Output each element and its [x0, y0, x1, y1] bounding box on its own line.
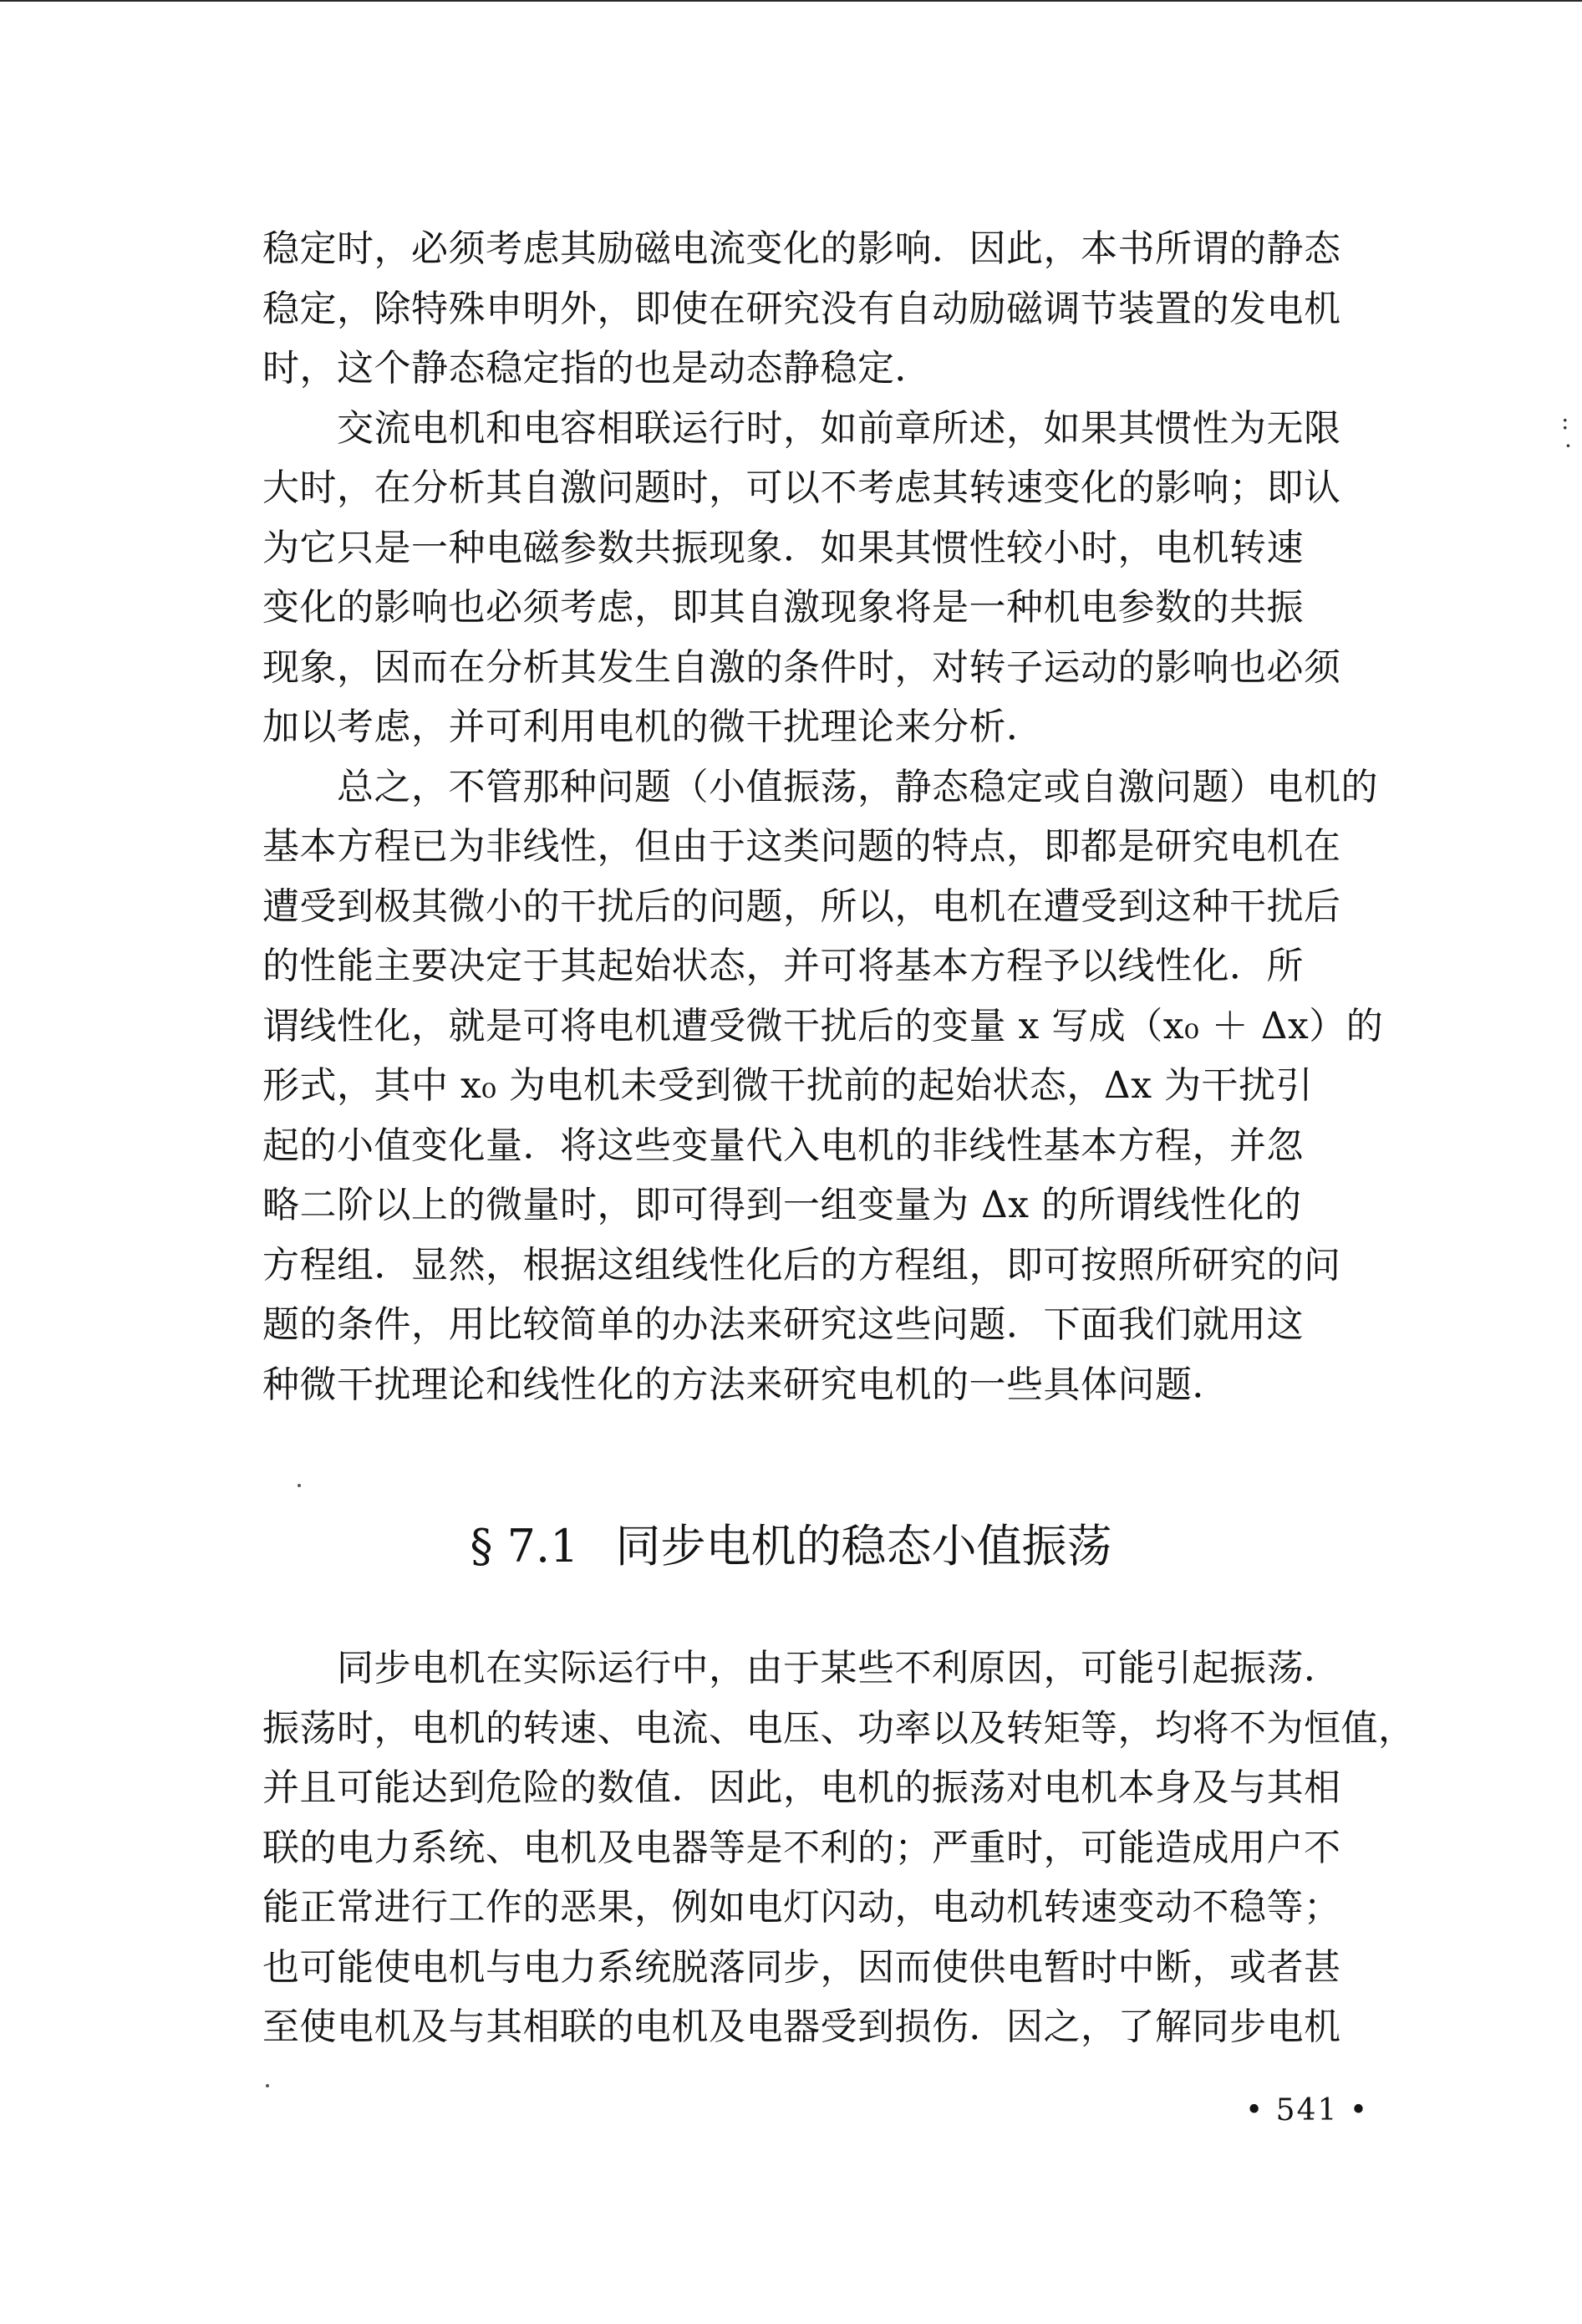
text-line: 并且可能达到危险的数值．因此，电机的振荡对电机本身及与其相	[262, 1766, 1341, 1809]
text-line: 起的小值变化量．将这些变量代入电机的非线性基本方程，并忽	[262, 1124, 1304, 1167]
text-line: 变化的影响也必须考虑，即其自激现象将是一种机电参数的共振	[262, 586, 1304, 629]
section-body	[262, 1639, 1416, 2057]
scan-speck	[298, 1484, 301, 1487]
text-line: 遭受到极其微小的干扰后的问题，所以，电机在遭受到这种干扰后	[262, 884, 1341, 928]
body-text	[262, 219, 1401, 1414]
scan-artifact-mark: ·	[1564, 432, 1572, 460]
text-line: 种微干扰理论和线性化的方法来研究电机的一些具体问题．	[262, 1363, 1229, 1406]
text-line: 振荡时，电机的转速、电流、电压、功率以及转矩等，均将不为恒值，	[262, 1706, 1416, 1750]
text-line: 稳定时，必须考虑其励磁电流变化的影响．因此，本书所谓的静态	[262, 227, 1341, 270]
text-line: 方程组．显然，根据这组线性化后的方程组，即可按照所研究的问	[262, 1243, 1341, 1287]
paragraph-ac-capacitor	[262, 399, 1401, 757]
text-line: 交流电机和电容相联运行时，如前章所述，如果其惯性为无限	[262, 406, 1341, 450]
text-line: 现象，因而在分析其发生自激的条件时，对转子运动的影响也必须	[262, 645, 1341, 689]
section-number: § 7.1	[470, 1520, 579, 1572]
text-line: 形式，其中 x₀ 为电机未受到微干扰前的起始状态，Δx 为干扰引	[262, 1064, 1313, 1107]
paragraph-linearization	[262, 757, 1401, 1415]
top-border-rule	[0, 0, 1582, 2]
text-line: 为它只是一种电磁参数共振现象．如果其惯性较小时，电机转速	[262, 526, 1304, 569]
text-line: 加以考虑，并可利用电机的微干扰理论来分析．	[262, 706, 1044, 748]
page-number: • 541 •	[1245, 2093, 1370, 2128]
text-line: 能正常进行工作的恶果，例如电灯闪动，电动机转速变动不稳等；	[262, 1886, 1341, 1929]
text-line: 至使电机及与其相联的电机及电器受到损伤．因之，了解同步电机	[262, 2005, 1341, 2048]
text-line: 大时，在分析其自激问题时，可以不考虑其转速变化的影响；即认	[262, 466, 1341, 509]
text-line: 稳定，除特殊申明外，即使在研究没有自动励磁调节装置的发电机	[262, 287, 1341, 330]
text-line: 联的电力系统、电机及电器等是不利的；严重时，可能造成用户不	[262, 1826, 1341, 1869]
section-title: 同步电机的稳态小值振荡	[615, 1520, 1112, 1572]
text-line: 同步电机在实际运行中，由于某些不利原因，可能引起振荡．	[262, 1647, 1341, 1689]
scan-speck	[266, 2084, 269, 2087]
section-heading	[0, 1513, 1582, 1580]
text-line: 略二阶以上的微量时，即可得到一组变量为 Δx 的所谓线性化的	[262, 1184, 1302, 1226]
text-line: 也可能使电机与电力系统脱落同步，因而使供电暂时中断，或者甚	[262, 1945, 1341, 1989]
text-line: 基本方程已为非线性，但由于这类问题的特点，即都是研究电机在	[262, 825, 1341, 868]
text-line: 谓线性化，就是可将电机遭受微干扰后的变量 x 写成（x₀ ＋ Δx）的	[262, 1004, 1384, 1047]
text-line: 总之，不管那种问题（小值振荡，静态稳定或自激问题）电机的	[262, 765, 1378, 808]
text-line: 时，这个静态稳定指的也是动态静稳定．	[262, 347, 932, 390]
text-line: 题的条件，用比较简单的办法来研究这些问题．下面我们就用这	[262, 1303, 1304, 1346]
intro-paragraph	[262, 219, 1401, 399]
scan-artifact-mark: :	[1561, 407, 1569, 435]
text-line: 的性能主要决定于其起始状态，并可将基本方程予以线性化．所	[262, 945, 1304, 987]
